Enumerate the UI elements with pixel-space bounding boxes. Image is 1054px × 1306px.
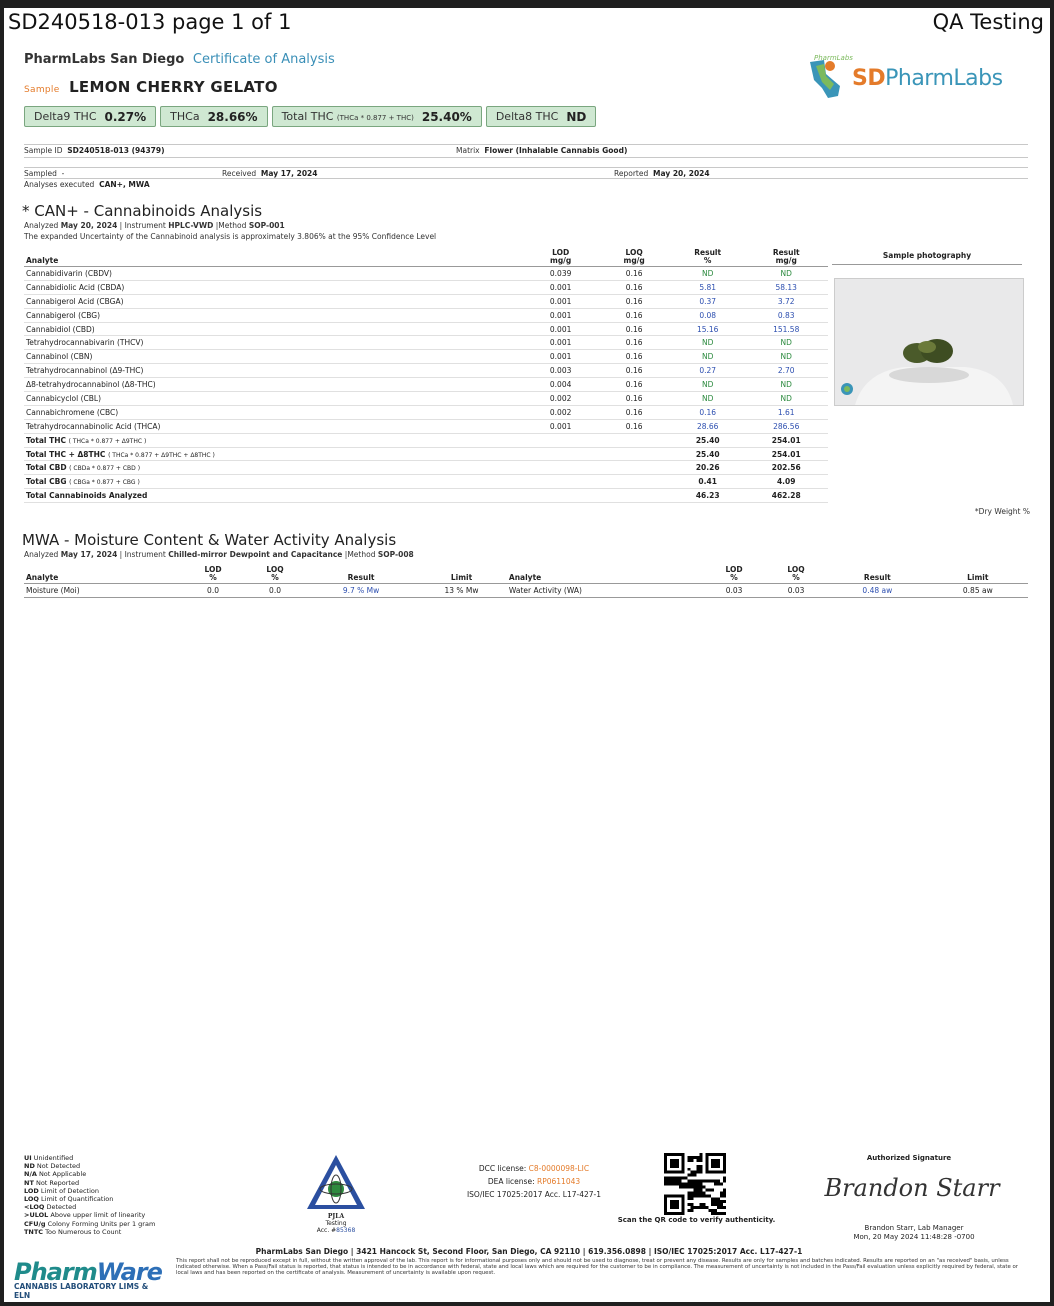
divider — [24, 157, 1028, 158]
can-section-title: * CAN+ - Cannabinoids Analysis — [22, 202, 263, 220]
lab-title — [24, 52, 335, 67]
qr-code-icon — [663, 1153, 727, 1215]
received-line: Received May 17, 2024 — [222, 169, 318, 178]
lab-name: PharmLabs San Diego — [24, 52, 185, 67]
lab-address: PharmLabs San Diego | 3421 Hancock St, Second Floor, San Diego, CA 92110 | 619.356.0898 | ISO/IEC 17025:2017 Acc. L17-427-1 — [255, 1247, 803, 1256]
col-lod-2: LOD % — [703, 563, 765, 584]
table-row: Tetrahydrocannabinolic Acid (THCA) 0.001 0.16 28.66 286.56 — [24, 419, 828, 433]
logo-mark-text: PharmLabs — [814, 54, 853, 62]
col-limit: Limit — [416, 563, 507, 584]
legend-item: CFU/g Colony Forming Units per 1 gram — [24, 1219, 156, 1228]
col-analyte-2: Analyte — [507, 563, 703, 584]
sdpharmlabs-logo — [800, 52, 1030, 112]
qa-testing-label: QA Testing — [932, 10, 1044, 34]
legend-item: NT Not Reported — [24, 1178, 80, 1187]
can-analysis-info: Analyzed May 20, 2024 | Instrument HPLC-VWD |Method SOP-001 — [24, 221, 285, 230]
sample-id-line: Sample ID SD240518-013 (94379) — [24, 146, 165, 155]
total-row: Total CBD ( CBDa * 0.877 + CBD ) 20.26 202.56 — [24, 461, 828, 475]
divider — [24, 167, 1028, 168]
logo-brand-text: SDPharmLabs — [852, 66, 1003, 91]
sample-photo — [834, 278, 1024, 406]
iso-accreditation: ISO/IEC 17025:2017 Acc. L17-427-1 — [466, 1190, 602, 1199]
reported-line: Reported May 20, 2024 — [614, 169, 710, 178]
matrix-line: Matrix Flower (Inhalable Cannabis Good) — [456, 146, 628, 155]
legend-item: ND Not Detected — [24, 1162, 81, 1171]
analyses-line: Analyses executed CAN+, MWA — [24, 180, 150, 189]
col-lod: LOD mg/g — [524, 246, 598, 267]
cannabinoid-table — [24, 246, 828, 503]
table-row: Tetrahydrocannabinol (Δ9-THC) 0.003 0.16 0.27 2.70 — [24, 364, 828, 378]
legend-item: >ULOL Above upper limit of linearity — [24, 1211, 146, 1220]
sample-photo-header: Sample photography — [832, 246, 1022, 265]
signatory: Brandon Starr, Lab Manager Mon, 20 May 2024 11:48:28 -0700 — [853, 1224, 975, 1241]
abbreviation-legend — [24, 1154, 155, 1236]
pharmware-tagline: CANNABIS LABORATORY LIMS & ELN — [14, 1282, 149, 1300]
table-row: Δ8-tetrahydrocannabinol (Δ8-THC) 0.004 0.16 ND ND — [24, 378, 828, 392]
report-id: SD240518-013 page 1 of 1 — [8, 10, 292, 34]
mwa-section-title: MWA - Moisture Content & Water Activity Analysis — [22, 531, 397, 549]
total-row: Total Cannabinoids Analyzed 46.23 462.28 — [24, 489, 828, 503]
california-leaf-icon — [800, 52, 856, 108]
mwa-table — [24, 563, 1028, 598]
col-result: Result — [306, 563, 416, 584]
sample-photo-image — [835, 279, 1023, 405]
signature-header: Authorized Signature — [866, 1154, 952, 1162]
signature-script: Brandon Starr — [824, 1174, 1000, 1202]
divider — [24, 144, 1028, 145]
pjla-testing: Testing — [325, 1220, 347, 1227]
license-info — [444, 1162, 624, 1201]
divider — [24, 178, 1028, 179]
pjla-logo-icon — [305, 1153, 367, 1211]
legend-item: N/A Not Applicable — [24, 1170, 87, 1179]
col-analyte: Analyte — [24, 246, 524, 267]
table-row: Tetrahydrocannabivarin (THCV) 0.001 0.16 ND ND — [24, 336, 828, 350]
legend-item: TNTC Too Numerous to Count — [24, 1227, 122, 1236]
pjla-accreditation — [304, 1153, 368, 1233]
table-row: Cannabinol (CBN) 0.001 0.16 ND ND — [24, 350, 828, 364]
col-loq: LOQ mg/g — [597, 246, 671, 267]
total-row: Total THC + Δ8THC ( THCa * 0.877 + Δ9THC + Δ8THC ) 25.40 254.01 — [24, 447, 828, 461]
legend-item: LOQ Limit of Quantification — [24, 1195, 114, 1204]
table-row: Cannabigerol (CBG) 0.001 0.16 0.08 0.83 — [24, 308, 828, 322]
coa-page — [4, 8, 1050, 1302]
pjla-name: PJLA — [327, 1213, 345, 1220]
dcc-license: DCC license: C8-0000098-LIC — [478, 1164, 590, 1173]
sample-title — [24, 78, 278, 96]
col-loq: LOQ % — [244, 563, 306, 584]
table-header — [24, 246, 828, 267]
col-limit-2: Limit — [928, 563, 1028, 584]
sample-name: LEMON CHERRY GELATO — [69, 78, 278, 96]
pill-delta9: Delta9 THC 0.27% — [24, 106, 156, 127]
table-row: Cannabidiolic Acid (CBDA) 0.001 0.16 5.81 58.13 — [24, 280, 828, 294]
table-row: Moisture (Moi) 0.0 0.0 9.7 % Mw 13 % Mw Water Activity (WA) 0.03 0.03 0.48 aw 0.85 aw — [24, 584, 1028, 598]
disclaimer: This report shall not be reproduced except in full, without the written approval of the lab. This report is for informational purposes only and should not be used to diagnose, treat or prevent any disease. Results are only for samples and batches indicated. Results are reported on an "as received" basis, unless indicated otherwise. When a Pass/Fail status is reported, that status is intended to be in accordance with federal, state and local laws which are required for the customer to be in compliance. The measurement of uncertainty is not included in the Pass/Fail evaluation unless explicitly required by federal, state or local laws and has been reported on the certificate of analysis. Measurement of uncertainty is available upon request. — [176, 1258, 1019, 1277]
table-row: Cannabicyclol (CBL) 0.002 0.16 ND ND — [24, 392, 828, 406]
col-result-2: Result — [827, 563, 928, 584]
legend-item: UI Unidentified — [24, 1154, 74, 1162]
table-row: Cannabidivarin (CBDV) 0.039 0.16 ND ND — [24, 267, 828, 281]
table-row: Cannabigerol Acid (CBGA) 0.001 0.16 0.37 3.72 — [24, 294, 828, 308]
pill-delta8: Delta8 THC ND — [486, 106, 597, 127]
potency-summary — [24, 106, 596, 127]
mwa-analysis-info: Analyzed May 17, 2024 | Instrument Chilled-mirror Dewpoint and Capacitance |Method SOP-008 — [24, 550, 414, 559]
pjla-acc: Acc. #85368 — [316, 1227, 356, 1234]
pill-total-thc: Total THC (THCa * 0.877 + THC) 25.40% — [272, 106, 482, 127]
legend-item: LOD Limit of Detection — [24, 1186, 100, 1195]
col-analyte: Analyte — [24, 563, 182, 584]
sample-label: Sample — [24, 85, 60, 95]
col-loq-2: LOQ % — [765, 563, 827, 584]
top-bar — [8, 10, 1044, 38]
table-header — [24, 563, 1028, 584]
pill-thca: THCa 28.66% — [160, 106, 267, 127]
table-row: Cannabichromene (CBC) 0.002 0.16 0.16 1.61 — [24, 405, 828, 419]
uncertainty-note: The expanded Uncertainty of the Cannabinoid analysis is approximately 3.806% at the 95% Confidence Level — [24, 232, 437, 241]
col-result-mg: Result mg/g — [744, 246, 828, 267]
sampled-line: Sampled - — [24, 169, 65, 178]
total-row: Total THC ( THCa * 0.877 + Δ9THC ) 25.40 254.01 — [24, 433, 828, 447]
col-result-pct: Result % — [671, 246, 745, 267]
qr-caption: Scan the QR code to verify authenticity. — [617, 1216, 776, 1224]
legend-item: <LOQ Detected — [24, 1203, 77, 1212]
col-lod: LOD % — [182, 563, 244, 584]
total-row: Total CBG ( CBGa * 0.877 + CBG ) 0.41 4.09 — [24, 475, 828, 489]
pharmware-wordmark: PharmWare — [14, 1258, 162, 1286]
doc-type: Certificate of Analysis — [192, 52, 335, 67]
dea-license: DEA license: RP0611043 — [487, 1177, 581, 1186]
verification-qr-code[interactable] — [663, 1153, 727, 1215]
pharmware-logo — [14, 1258, 164, 1298]
dry-weight-note: *Dry Weight % — [974, 507, 1030, 516]
table-row: Cannabidiol (CBD) 0.001 0.16 15.16 151.58 — [24, 322, 828, 336]
